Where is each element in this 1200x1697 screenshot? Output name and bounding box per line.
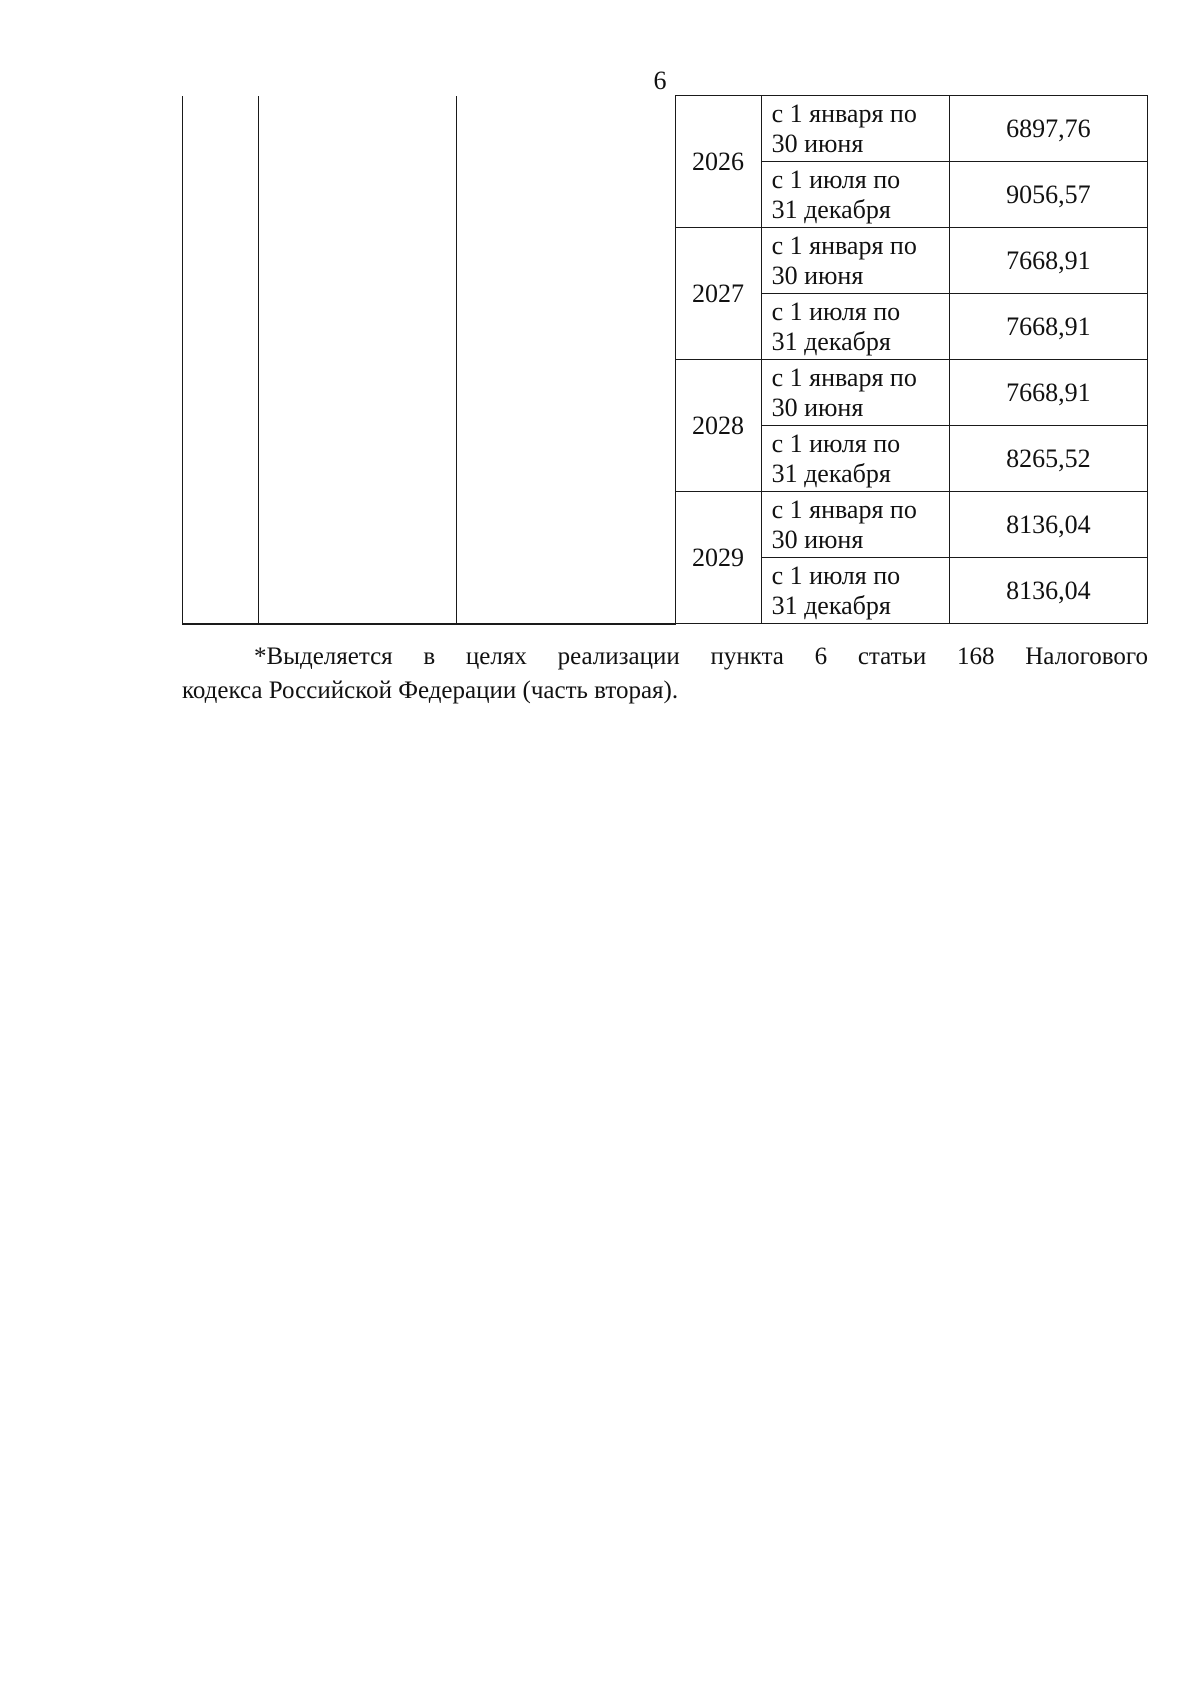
year-cell: 2028	[675, 360, 761, 492]
table-row	[183, 96, 1148, 162]
period-cell	[761, 492, 949, 558]
value-cell: 8265,52	[949, 426, 1147, 492]
period-cell	[761, 228, 949, 294]
value-cell: 7668,91	[949, 360, 1147, 426]
footnote-line-2: кодекса Российской Федерации (часть вторая).	[182, 677, 679, 704]
period-end: 31 декабря	[771, 590, 891, 620]
tariff-table	[182, 95, 1148, 625]
value-cell: 7668,91	[949, 294, 1147, 360]
value-cell: 8136,04	[949, 492, 1147, 558]
footnote-line-1: *Выделяется в целях реализации пункта 6 статьи 168 Налогового	[254, 643, 1148, 670]
period-start: с 1 января по	[771, 362, 917, 392]
period-cell	[761, 162, 949, 228]
period-end: 30 июня	[771, 260, 864, 290]
year-cell: 2027	[675, 228, 761, 360]
period-end: 30 июня	[771, 392, 864, 422]
period-start: с 1 января по	[771, 230, 917, 260]
period-cell	[761, 426, 949, 492]
value-cell: 9056,57	[949, 162, 1147, 228]
empty-column-1	[183, 96, 259, 624]
period-start: с 1 июля по	[771, 560, 901, 590]
value-cell: 8136,04	[949, 558, 1147, 624]
period-start: с 1 июля по	[771, 428, 901, 458]
footnote	[182, 640, 1148, 708]
period-start: с 1 июля по	[771, 296, 901, 326]
period-end: 30 июня	[771, 524, 864, 554]
period-cell	[761, 360, 949, 426]
period-start: с 1 июля по	[771, 164, 901, 194]
empty-column-2	[259, 96, 457, 624]
year-cell: 2029	[675, 492, 761, 624]
empty-column-3	[457, 96, 675, 624]
period-start: с 1 января по	[771, 98, 917, 128]
period-end: 31 декабря	[771, 326, 891, 356]
period-end: 31 декабря	[771, 194, 891, 224]
period-cell	[761, 294, 949, 360]
period-start: с 1 января по	[771, 494, 917, 524]
year-cell: 2026	[675, 96, 761, 228]
period-cell	[761, 558, 949, 624]
value-cell: 6897,76	[949, 96, 1147, 162]
period-end: 30 июня	[771, 128, 864, 158]
period-end: 31 декабря	[771, 458, 891, 488]
period-cell	[761, 96, 949, 162]
page-number: 6	[653, 66, 667, 95]
value-cell: 7668,91	[949, 228, 1147, 294]
